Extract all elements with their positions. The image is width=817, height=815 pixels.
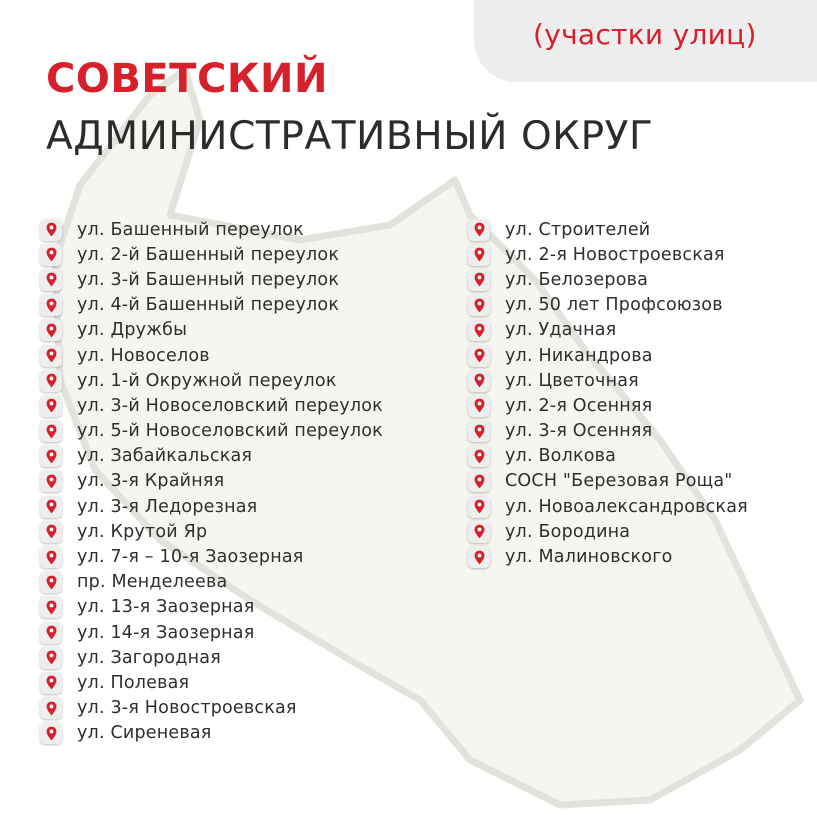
map-pin-icon <box>468 269 490 291</box>
map-pin-icon <box>40 269 62 291</box>
map-pin-icon <box>40 672 62 694</box>
street-label: ул. Никандрова <box>505 345 653 366</box>
street-label: ул. 2-й Башенный переулок <box>77 244 340 265</box>
map-pin-icon <box>40 546 62 568</box>
map-pin-icon <box>40 345 62 367</box>
map-pin-icon <box>468 370 490 392</box>
list-item <box>40 696 383 721</box>
street-label: ул. 4-й Башенный переулок <box>77 295 340 316</box>
list-item <box>40 570 383 595</box>
map-pin-icon <box>468 345 490 367</box>
street-label: ул. Башенный переулок <box>77 219 304 240</box>
street-label: ул. Цветочная <box>505 370 639 391</box>
map-pin-icon <box>468 470 490 492</box>
street-label: ул. 14-я Заозерная <box>77 622 255 643</box>
street-label: ул. Забайкальская <box>77 446 253 467</box>
street-label: ул. Полевая <box>77 672 190 693</box>
list-item <box>40 242 383 267</box>
map-pin-icon <box>40 622 62 644</box>
list-item <box>40 217 383 242</box>
map-pin-icon <box>40 319 62 341</box>
map-pin-icon <box>40 445 62 467</box>
map-pin-icon <box>40 647 62 669</box>
list-item <box>468 419 748 444</box>
list-item <box>468 519 748 544</box>
street-label: ул. 3-я Ледорезная <box>77 496 258 517</box>
list-item <box>468 242 748 267</box>
list-item <box>468 544 748 569</box>
map-pin-icon <box>40 596 62 618</box>
map-pin-icon <box>468 395 490 417</box>
street-label: ул. Малиновского <box>505 547 673 568</box>
list-item <box>40 519 383 544</box>
page-title-okrug: АДМИНИСТРАТИВНЫЙ ОКРУГ <box>46 114 654 159</box>
map-pin-icon <box>40 470 62 492</box>
streets-list-left <box>40 217 383 746</box>
street-label: ул. 3-я Крайняя <box>77 471 225 492</box>
street-label: ул. 13-я Заозерная <box>77 597 255 618</box>
list-item <box>468 393 748 418</box>
list-item <box>40 494 383 519</box>
map-pin-icon <box>468 521 490 543</box>
map-pin-icon <box>40 244 62 266</box>
map-pin-icon <box>468 294 490 316</box>
map-pin-icon <box>40 420 62 442</box>
list-item <box>40 444 383 469</box>
map-pin-icon <box>468 319 490 341</box>
street-label: ул. Крутой Яр <box>77 521 208 542</box>
map-pin-icon <box>40 697 62 719</box>
street-label: СОСН "Березовая Роща" <box>505 471 733 492</box>
map-pin-icon <box>40 219 62 241</box>
map-pin-icon <box>40 370 62 392</box>
list-item <box>468 343 748 368</box>
list-item <box>40 393 383 418</box>
street-label: ул. 50 лет Профсоюзов <box>505 295 723 316</box>
list-item <box>468 318 748 343</box>
list-item <box>40 544 383 569</box>
map-pin-icon <box>40 395 62 417</box>
map-pin-icon <box>40 722 62 744</box>
street-label: ул. 1-й Окружной переулок <box>77 370 337 391</box>
street-label: ул. Сиреневая <box>77 723 212 744</box>
street-label: ул. Белозерова <box>505 269 649 290</box>
street-label: ул. 3-я Осенняя <box>505 421 653 442</box>
map-pin-icon <box>40 294 62 316</box>
street-label: ул. Бородина <box>505 521 631 542</box>
street-label: ул. Дружбы <box>77 320 188 341</box>
map-pin-icon <box>468 420 490 442</box>
street-label: ул. Удачная <box>505 320 617 341</box>
map-pin-icon <box>40 521 62 543</box>
street-label: ул. Загородная <box>77 647 221 668</box>
street-label: ул. 3-й Башенный переулок <box>77 269 340 290</box>
page-title-district: СОВЕТСКИЙ <box>46 56 328 102</box>
list-item <box>40 267 383 292</box>
subtitle-tag-text: (участки улиц) <box>533 18 757 51</box>
list-item <box>40 670 383 695</box>
list-item <box>468 469 748 494</box>
street-label: ул. Волкова <box>505 446 617 467</box>
street-label: ул. 2-я Осенняя <box>505 395 653 416</box>
list-item <box>40 293 383 318</box>
list-item <box>468 267 748 292</box>
list-item <box>40 721 383 746</box>
street-label: ул. 3-я Новостроевская <box>77 698 297 719</box>
list-item <box>40 318 383 343</box>
street-label: ул. 7-я – 10-я Заозерная <box>77 547 304 568</box>
list-item <box>40 419 383 444</box>
streets-list-right <box>468 217 748 570</box>
map-pin-icon <box>468 244 490 266</box>
list-item <box>40 469 383 494</box>
street-label: ул. 3-й Новоселовский переулок <box>77 395 383 416</box>
street-label: пр. Менделеева <box>77 572 228 593</box>
list-item <box>40 595 383 620</box>
street-label: ул. Строителей <box>505 219 651 240</box>
map-pin-icon <box>468 219 490 241</box>
map-pin-icon <box>468 496 490 518</box>
street-label: ул. Новоселов <box>77 345 210 366</box>
list-item <box>40 368 383 393</box>
list-item <box>468 293 748 318</box>
list-item <box>468 444 748 469</box>
list-item <box>40 343 383 368</box>
map-pin-icon <box>40 571 62 593</box>
map-pin-icon <box>468 546 490 568</box>
list-item <box>468 494 748 519</box>
street-label: ул. 5-й Новоселовский переулок <box>77 421 383 442</box>
street-label: ул. Новоалександровская <box>505 496 748 517</box>
map-pin-icon <box>40 496 62 518</box>
list-item <box>40 620 383 645</box>
map-pin-icon <box>468 445 490 467</box>
list-item <box>40 645 383 670</box>
list-item <box>468 368 748 393</box>
list-item <box>468 217 748 242</box>
street-label: ул. 2-я Новостроевская <box>505 244 725 265</box>
